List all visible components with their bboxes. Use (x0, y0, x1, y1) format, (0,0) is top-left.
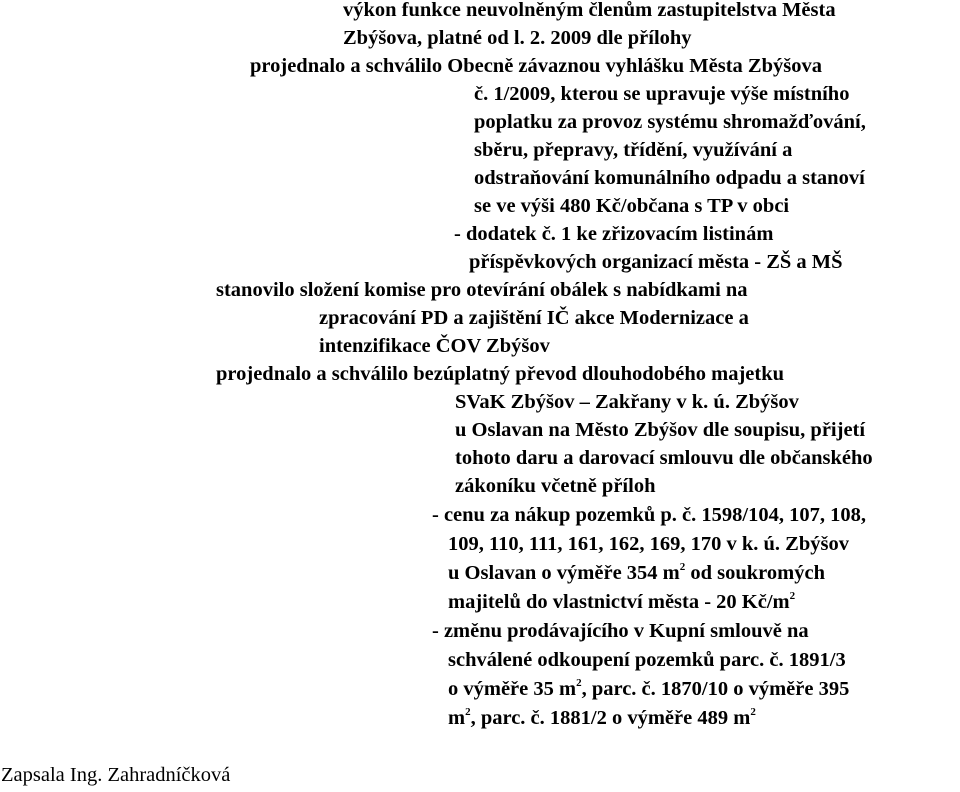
text-line-26 (448, 704, 756, 732)
superscript: 2 (750, 706, 756, 718)
footer-recorded-by: Zapsala Ing. Zahradníčková (1, 764, 231, 786)
text-line-21-a: u Oslavan o výměře 354 m (448, 562, 680, 584)
text-line-18: zákoníku včetně příloh (455, 475, 656, 497)
text-line-11: stanovilo složení komise pro otevírání obálek s nabídkami na (216, 279, 748, 301)
superscript: 2 (789, 590, 796, 602)
text-line-9: - dodatek č. 1 ke zřizovacím listinám (454, 223, 774, 245)
text-line-4: č. 1/2009, kterou se upravuje výše místního (474, 83, 850, 105)
text-line-14: projednalo a schválilo bezúplatný převod dlouhodobého majetku (216, 363, 785, 385)
text-line-26-a: m (448, 707, 466, 729)
text-line-22-a: majitelů do vlastnictví města - 20 Kč/m (448, 591, 790, 613)
superscript: 2 (465, 706, 471, 718)
text-line-5: poplatku za provoz systému shromažďování, (474, 111, 866, 133)
text-line-3: projednalo a schválilo Obecně závaznou vyhlášku Města Zbýšova (250, 55, 822, 77)
text-line-7: odstraňování komunálního odpadu a stanoví (474, 167, 865, 189)
text-line-20: 109, 110, 111, 161, 162, 169, 170 v k. ú. Zbýšov (448, 533, 849, 555)
text-line-22 (448, 588, 795, 616)
text-line-24: schválené odkoupení pozemků parc. č. 1891/3 (448, 649, 846, 671)
text-line-17: tohoto daru a darovací smlouvu dle občanského (455, 447, 873, 469)
text-line-6: sběru, přepravy, třídění, využívání a (474, 139, 793, 161)
text-line-25-a: o výměře 35 m (448, 678, 577, 700)
text-line-23: - změnu prodávajícího v Kupní smlouvě na (432, 620, 809, 642)
text-line-21-b: od soukromých (685, 562, 825, 584)
text-line-21 (448, 559, 825, 587)
superscript: 2 (576, 677, 582, 689)
text-line-16: u Oslavan na Město Zbýšov dle soupisu, přijetí (455, 419, 866, 441)
text-line-19: - cenu za nákup pozemků p. č. 1598/104, 107, 108, (432, 504, 866, 526)
text-line-13: intenzifikace ČOV Zbýšov (319, 335, 550, 357)
text-line-26-b: , parc. č. 1881/2 o výměře 489 m (470, 707, 751, 729)
text-line-2: Zbýšova, platné od l. 2. 2009 dle přílohy (343, 27, 692, 49)
text-line-8: se ve výši 480 Kč/občana s TP v obci (474, 195, 790, 217)
text-line-15: SVaK Zbýšov – Zakřany v k. ú. Zbýšov (455, 391, 799, 413)
text-line-10: příspěvkových organizací města - ZŠ a MŠ (469, 251, 843, 273)
text-line-25 (448, 675, 849, 703)
text-line-25-b: , parc. č. 1870/10 o výměře 395 (581, 678, 850, 700)
text-line-12: zpracování PD a zajištění IČ akce Modernizace a (319, 307, 749, 329)
text-line-1: výkon funkce neuvolněným členům zastupitelstva Města (343, 0, 836, 21)
superscript: 2 (679, 561, 686, 573)
